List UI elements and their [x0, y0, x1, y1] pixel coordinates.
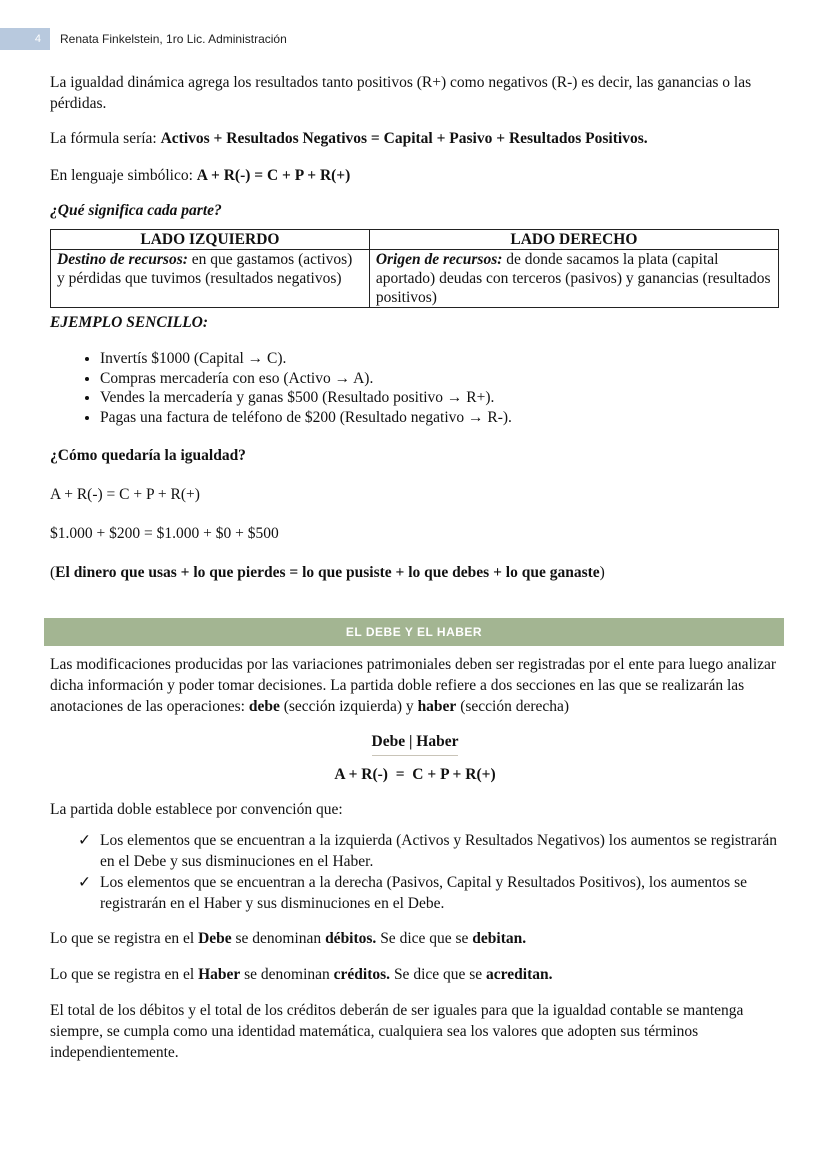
summary-text: El dinero que usas + lo que pierdes = lo que pusiste + lo que debes + lo que ganaste: [55, 564, 600, 581]
partida-formula: A + R(-) = C + P + R(+): [334, 766, 496, 783]
cell-label: Origen de recursos:: [375, 251, 503, 268]
page-content: [50, 72, 780, 583]
formula-paragraph: [50, 128, 780, 149]
check-list: [50, 830, 780, 914]
paragraph: La igualdad dinámica agrega los resultados tanto positivos (R+) como negativos (R-) es decir, las ganancias o las pérdidas.: [50, 74, 752, 112]
text: En lenguaje simbólico:: [50, 167, 197, 184]
text: La fórmula sería:: [50, 130, 161, 147]
equation: A + R(-) = C + P + R(+): [50, 486, 200, 503]
formula: Activos + Resultados Negativos = Capital + Pasivo + Resultados Positivos.: [160, 130, 648, 147]
symbolic-paragraph: [50, 165, 780, 186]
symbolic-formula: A + R(-) = C + P + R(+): [196, 167, 351, 184]
table-header: LADO DERECHO: [369, 230, 778, 250]
list-item: ✓ Los elementos que se encuentran a la derecha (Pasivos, Capital y Resultados Positivos), los aumentos se registrarán en el Haber y sus disminuciones en el Debe.: [78, 872, 780, 914]
haber-paragraph: Lo que se registra en el Haber se denominan créditos. Se dice que se acreditan.: [50, 966, 553, 983]
debe-haber-title: [50, 731, 780, 756]
table-header: LADO IZQUIERDO: [51, 230, 370, 250]
question-heading: ¿Qué significa cada parte?: [50, 202, 222, 219]
page-number: 4: [0, 28, 50, 50]
summary: (El dinero que usas + lo que pierdes = lo que pusiste + lo que debes + lo que ganaste): [50, 564, 605, 581]
list-item: • Invertís $1000 (Capital → C).: [100, 349, 780, 369]
cell-text: en que gastamos (activos) y pérdidas que tuvimos (resultados negativos): [57, 251, 353, 287]
cell-text: de donde sacamos la plata (capital aportado) deudas con terceros (pasivos) y ganancias (resultados positivos): [375, 251, 771, 306]
paragraph: El total de los débitos y el total de los créditos deberán de ser iguales para que la igualdad contable se mantenga siempre, se cumpla como una identidad matemática, cualquiera sea los valores que adopten sus términos independientemente.: [50, 1002, 744, 1061]
cell-label: Destino de recursos:: [57, 251, 188, 268]
sides-table: [50, 229, 779, 308]
list-item: ✓ Los elementos que se encuentran a la izquierda (Activos y Resultados Negativos) los aumentos se registrarán en el Debe y sus disminuciones en el Haber.: [78, 830, 780, 872]
page-header: [0, 28, 287, 50]
list-item: • Vendes la mercadería y ganas $500 (Resultado positivo → R+).: [100, 388, 780, 408]
paragraph: Las modificaciones producidas por las variaciones patrimoniales deben ser registradas por el ente para luego analizar dicha información y poder tomar decisiones. La partida doble refiere a dos secciones en las que se realizarán las anotaciones de las operaciones: debe (sección izquierda) y haber (sección derecha): [50, 656, 777, 715]
section-content: [50, 654, 780, 1063]
list-item: • Pagas una factura de teléfono de $200 (Resultado negativo → R-).: [100, 408, 780, 428]
example-heading: EJEMPLO SENCILLO:: [50, 314, 209, 331]
paragraph: La partida doble establece por convención que:: [50, 801, 343, 818]
table-cell: [51, 250, 370, 308]
example-list: [50, 349, 780, 427]
debe-haber-label: Debe | Haber: [372, 731, 459, 756]
question-heading: ¿Cómo quedaría la igualdad?: [50, 447, 246, 464]
table-cell: [369, 250, 778, 308]
list-item: • Compras mercadería con eso (Activo → A).: [100, 369, 780, 389]
equation-values: $1.000 + $200 = $1.000 + $0 + $500: [50, 525, 279, 542]
header-title: Renata Finkelstein, 1ro Lic. Administración: [60, 32, 287, 46]
section-banner: EL DEBE Y EL HABER: [44, 618, 784, 646]
debe-paragraph: Lo que se registra en el Debe se denominan débitos. Se dice que se debitan.: [50, 930, 527, 947]
